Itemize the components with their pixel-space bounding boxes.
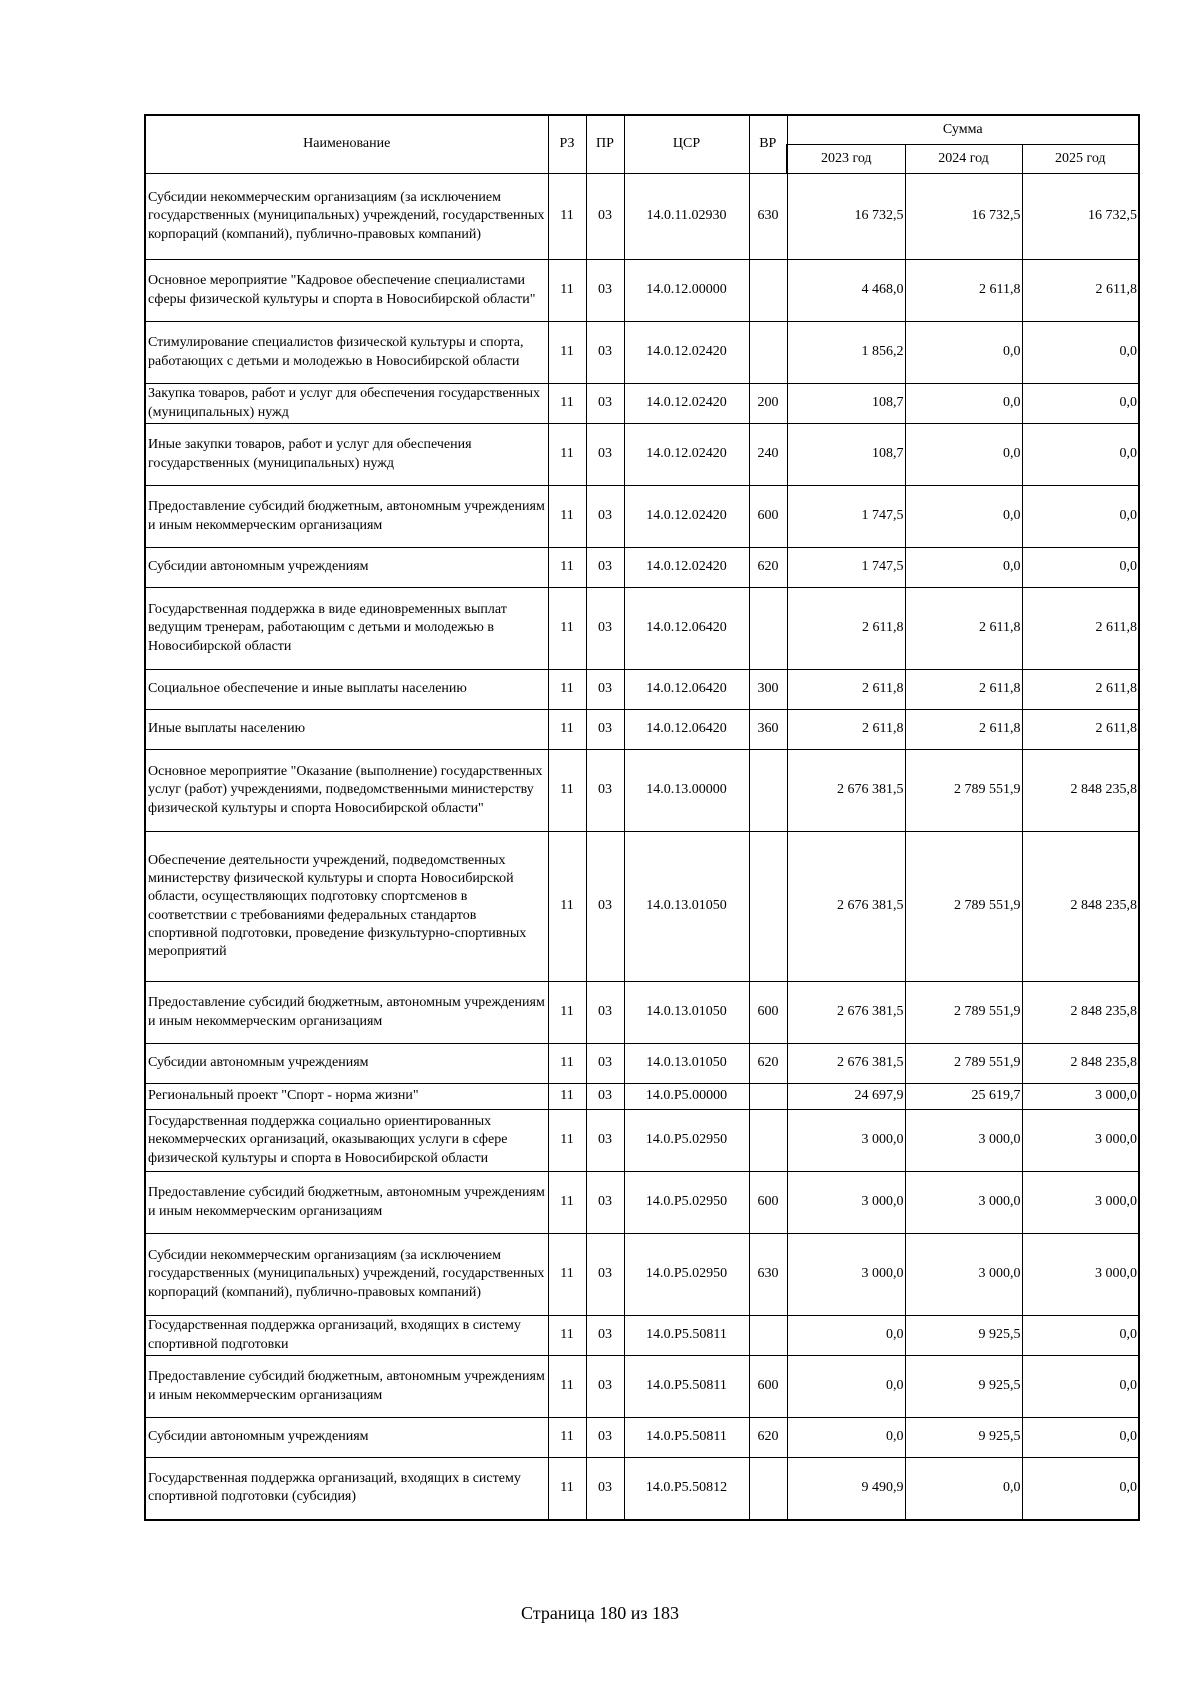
row-vr: 630 <box>749 174 787 260</box>
row-vr <box>749 588 787 670</box>
table-row <box>145 670 1139 710</box>
table-row <box>145 1172 1139 1234</box>
row-sum-2023: 108,7 <box>787 424 905 486</box>
row-vr: 630 <box>749 1234 787 1316</box>
table-row <box>145 384 1139 424</box>
row-rz: 11 <box>548 1172 586 1234</box>
row-vr: 600 <box>749 486 787 548</box>
row-name: Предоставление субсидий бюджетным, автономным учреждениям и иным некоммерческим организациям <box>145 1172 548 1234</box>
row-pr: 03 <box>586 710 624 750</box>
row-name: Основное мероприятие "Кадровое обеспечение специалистами сферы физической культуры и спорта в Новосибирской области" <box>145 260 548 322</box>
row-sum-2025: 2 611,8 <box>1022 670 1139 710</box>
row-sum-2024: 9 925,5 <box>905 1418 1022 1458</box>
row-sum-2023: 2 611,8 <box>787 670 905 710</box>
row-sum-2024: 0,0 <box>905 548 1022 588</box>
row-csr: 14.0.12.00000 <box>624 260 749 322</box>
row-sum-2025: 0,0 <box>1022 1316 1139 1356</box>
row-name: Предоставление субсидий бюджетным, автономным учреждениям и иным некоммерческим организациям <box>145 982 548 1044</box>
row-sum-2023: 2 676 381,5 <box>787 750 905 832</box>
table-row <box>145 588 1139 670</box>
row-csr: 14.0.13.00000 <box>624 750 749 832</box>
row-sum-2025: 3 000,0 <box>1022 1084 1139 1110</box>
table-row <box>145 1234 1139 1316</box>
table-row <box>145 1084 1139 1110</box>
row-pr: 03 <box>586 1084 624 1110</box>
row-sum-2023: 9 490,9 <box>787 1458 905 1520</box>
row-pr: 03 <box>586 1458 624 1520</box>
header-csr: ЦСР <box>624 115 749 174</box>
row-sum-2025: 16 732,5 <box>1022 174 1139 260</box>
row-csr: 14.0.13.01050 <box>624 1044 749 1084</box>
row-sum-2024: 0,0 <box>905 1458 1022 1520</box>
row-pr: 03 <box>586 1110 624 1172</box>
row-sum-2025: 3 000,0 <box>1022 1172 1139 1234</box>
header-year-2025: 2025 год <box>1022 145 1139 174</box>
row-pr: 03 <box>586 832 624 982</box>
row-csr: 14.0.12.02420 <box>624 322 749 384</box>
row-rz: 11 <box>548 670 586 710</box>
row-sum-2023: 2 611,8 <box>787 588 905 670</box>
row-vr <box>749 750 787 832</box>
row-name: Государственная поддержка социально ориентированных некоммерческих организаций, оказывающих услуги в сфере физической культуры и спорта в Новосибирской области <box>145 1110 548 1172</box>
row-sum-2023: 1 747,5 <box>787 486 905 548</box>
row-vr <box>749 1110 787 1172</box>
row-sum-2024: 2 789 551,9 <box>905 1044 1022 1084</box>
row-vr <box>749 1316 787 1356</box>
row-sum-2025: 2 611,8 <box>1022 710 1139 750</box>
row-sum-2025: 2 848 235,8 <box>1022 1044 1139 1084</box>
table-row <box>145 832 1139 982</box>
row-sum-2025: 2 848 235,8 <box>1022 750 1139 832</box>
row-pr: 03 <box>586 322 624 384</box>
row-sum-2023: 2 676 381,5 <box>787 982 905 1044</box>
row-rz: 11 <box>548 174 586 260</box>
row-pr: 03 <box>586 1172 624 1234</box>
row-sum-2024: 2 611,8 <box>905 710 1022 750</box>
row-csr: 14.0.P5.02950 <box>624 1110 749 1172</box>
row-rz: 11 <box>548 710 586 750</box>
table-row <box>145 750 1139 832</box>
row-csr: 14.0.12.02420 <box>624 486 749 548</box>
row-csr: 14.0.12.06420 <box>624 710 749 750</box>
row-csr: 14.0.12.06420 <box>624 670 749 710</box>
row-vr: 360 <box>749 710 787 750</box>
row-name: Субсидии автономным учреждениям <box>145 548 548 588</box>
row-name: Государственная поддержка организаций, входящих в систему спортивной подготовки (субсидия) <box>145 1458 548 1520</box>
row-csr: 14.0.12.02420 <box>624 548 749 588</box>
header-name: Наименование <box>145 115 548 174</box>
row-pr: 03 <box>586 260 624 322</box>
row-sum-2025: 2 611,8 <box>1022 260 1139 322</box>
header-pr: ПР <box>586 115 624 174</box>
row-sum-2024: 2 611,8 <box>905 588 1022 670</box>
row-pr: 03 <box>586 384 624 424</box>
row-sum-2024: 2 789 551,9 <box>905 832 1022 982</box>
row-sum-2023: 108,7 <box>787 384 905 424</box>
table-row <box>145 260 1139 322</box>
table-row <box>145 424 1139 486</box>
row-rz: 11 <box>548 588 586 670</box>
table-row <box>145 1110 1139 1172</box>
row-csr: 14.0.11.02930 <box>624 174 749 260</box>
row-vr <box>749 260 787 322</box>
row-sum-2024: 2 789 551,9 <box>905 982 1022 1044</box>
table-row <box>145 1458 1139 1520</box>
row-rz: 11 <box>548 1234 586 1316</box>
row-sum-2023: 3 000,0 <box>787 1110 905 1172</box>
row-vr: 620 <box>749 1044 787 1084</box>
table-row <box>145 1418 1139 1458</box>
row-vr: 200 <box>749 384 787 424</box>
table-body <box>145 174 1139 1520</box>
row-sum-2024: 2 611,8 <box>905 260 1022 322</box>
row-sum-2024: 3 000,0 <box>905 1234 1022 1316</box>
header-year-2023: 2023 год <box>787 145 905 174</box>
row-vr: 600 <box>749 982 787 1044</box>
row-pr: 03 <box>586 1356 624 1418</box>
header-year-2024: 2024 год <box>905 145 1022 174</box>
row-sum-2023: 2 676 381,5 <box>787 832 905 982</box>
row-csr: 14.0.P5.00000 <box>624 1084 749 1110</box>
table-row <box>145 1316 1139 1356</box>
row-pr: 03 <box>586 1044 624 1084</box>
row-sum-2024: 9 925,5 <box>905 1356 1022 1418</box>
header-vr: ВР <box>749 115 787 174</box>
row-sum-2023: 0,0 <box>787 1316 905 1356</box>
row-vr: 600 <box>749 1172 787 1234</box>
row-pr: 03 <box>586 982 624 1044</box>
row-vr <box>749 1458 787 1520</box>
row-sum-2024: 0,0 <box>905 486 1022 548</box>
row-rz: 11 <box>548 1044 586 1084</box>
row-csr: 14.0.P5.02950 <box>624 1172 749 1234</box>
row-vr: 620 <box>749 548 787 588</box>
row-sum-2025: 3 000,0 <box>1022 1110 1139 1172</box>
row-sum-2025: 2 848 235,8 <box>1022 832 1139 982</box>
row-sum-2024: 2 611,8 <box>905 670 1022 710</box>
row-name: Социальное обеспечение и иные выплаты населению <box>145 670 548 710</box>
row-rz: 11 <box>548 548 586 588</box>
row-name: Государственная поддержка организаций, входящих в систему спортивной подготовки <box>145 1316 548 1356</box>
row-rz: 11 <box>548 1084 586 1110</box>
row-vr: 620 <box>749 1418 787 1458</box>
row-name: Субсидии автономным учреждениям <box>145 1044 548 1084</box>
row-pr: 03 <box>586 486 624 548</box>
row-sum-2024: 0,0 <box>905 424 1022 486</box>
table-row <box>145 174 1139 260</box>
row-sum-2025: 2 848 235,8 <box>1022 982 1139 1044</box>
row-sum-2025: 0,0 <box>1022 486 1139 548</box>
row-vr: 300 <box>749 670 787 710</box>
row-vr: 600 <box>749 1356 787 1418</box>
row-name: Обеспечение деятельности учреждений, подведомственных министерству физической культуры и спорта Новосибирской области, осуществляющих подготовку спортсменов в соответствии с требованиями федеральных стандартов спортивной подготовки, проведение физкультурно-спортивных мероприятий <box>145 832 548 982</box>
row-rz: 11 <box>548 750 586 832</box>
row-rz: 11 <box>548 384 586 424</box>
table-row <box>145 982 1139 1044</box>
row-pr: 03 <box>586 670 624 710</box>
row-sum-2024: 3 000,0 <box>905 1172 1022 1234</box>
row-sum-2024: 0,0 <box>905 322 1022 384</box>
header-rz: РЗ <box>548 115 586 174</box>
row-sum-2024: 2 789 551,9 <box>905 750 1022 832</box>
row-sum-2023: 2 611,8 <box>787 710 905 750</box>
row-name: Иные выплаты населению <box>145 710 548 750</box>
row-pr: 03 <box>586 1234 624 1316</box>
row-csr: 14.0.12.06420 <box>624 588 749 670</box>
row-name: Стимулирование специалистов физической культуры и спорта, работающих с детьми и молодежью в Новосибирской области <box>145 322 548 384</box>
row-pr: 03 <box>586 750 624 832</box>
row-sum-2023: 3 000,0 <box>787 1234 905 1316</box>
row-pr: 03 <box>586 1418 624 1458</box>
row-rz: 11 <box>548 1418 586 1458</box>
row-pr: 03 <box>586 548 624 588</box>
row-csr: 14.0.13.01050 <box>624 832 749 982</box>
row-csr: 14.0.12.02420 <box>624 384 749 424</box>
row-rz: 11 <box>548 1110 586 1172</box>
row-csr: 14.0.P5.50811 <box>624 1316 749 1356</box>
row-sum-2024: 9 925,5 <box>905 1316 1022 1356</box>
row-csr: 14.0.P5.50811 <box>624 1356 749 1418</box>
table-row <box>145 486 1139 548</box>
row-sum-2024: 3 000,0 <box>905 1110 1022 1172</box>
row-sum-2025: 0,0 <box>1022 1458 1139 1520</box>
row-rz: 11 <box>548 322 586 384</box>
row-rz: 11 <box>548 260 586 322</box>
row-csr: 14.0.13.01050 <box>624 982 749 1044</box>
row-rz: 11 <box>548 424 586 486</box>
row-sum-2025: 0,0 <box>1022 424 1139 486</box>
table-header <box>145 115 1139 174</box>
row-sum-2023: 0,0 <box>787 1356 905 1418</box>
row-vr <box>749 1084 787 1110</box>
row-sum-2025: 2 611,8 <box>1022 588 1139 670</box>
row-rz: 11 <box>548 832 586 982</box>
row-rz: 11 <box>548 486 586 548</box>
row-name: Предоставление субсидий бюджетным, автономным учреждениям и иным некоммерческим организациям <box>145 486 548 548</box>
row-name: Региональный проект "Спорт - норма жизни" <box>145 1084 548 1110</box>
row-sum-2023: 24 697,9 <box>787 1084 905 1110</box>
row-vr: 240 <box>749 424 787 486</box>
row-name: Закупка товаров, работ и услуг для обеспечения государственных (муниципальных) нужд <box>145 384 548 424</box>
row-rz: 11 <box>548 1316 586 1356</box>
row-sum-2024: 16 732,5 <box>905 174 1022 260</box>
row-csr: 14.0.P5.50811 <box>624 1418 749 1458</box>
table-row <box>145 1356 1139 1418</box>
row-rz: 11 <box>548 982 586 1044</box>
row-name: Иные закупки товаров, работ и услуг для обеспечения государственных (муниципальных) нужд <box>145 424 548 486</box>
row-csr: 14.0.P5.02950 <box>624 1234 749 1316</box>
row-sum-2025: 0,0 <box>1022 1356 1139 1418</box>
row-vr <box>749 322 787 384</box>
row-pr: 03 <box>586 174 624 260</box>
row-name: Государственная поддержка в виде единовременных выплат ведущим тренерам, работающим с детьми и молодежью в Новосибирской области <box>145 588 548 670</box>
row-sum-2024: 0,0 <box>905 384 1022 424</box>
row-pr: 03 <box>586 588 624 670</box>
table-row <box>145 322 1139 384</box>
row-rz: 11 <box>548 1356 586 1418</box>
row-csr: 14.0.12.02420 <box>624 424 749 486</box>
row-pr: 03 <box>586 1316 624 1356</box>
budget-table <box>144 114 1140 1521</box>
row-vr <box>749 832 787 982</box>
row-sum-2025: 0,0 <box>1022 322 1139 384</box>
page-number: Страница 180 из 183 <box>521 1603 679 1623</box>
row-sum-2025: 3 000,0 <box>1022 1234 1139 1316</box>
row-name: Субсидии некоммерческим организациям (за исключением государственных (муниципальных) учреждений, государственных корпораций (компаний), публично-правовых компаний) <box>145 1234 548 1316</box>
header-sum: Сумма <box>787 115 1139 145</box>
row-sum-2025: 0,0 <box>1022 1418 1139 1458</box>
row-name: Субсидии автономным учреждениям <box>145 1418 548 1458</box>
row-sum-2023: 0,0 <box>787 1418 905 1458</box>
table-row <box>145 1044 1139 1084</box>
row-name: Предоставление субсидий бюджетным, автономным учреждениям и иным некоммерческим организациям <box>145 1356 548 1418</box>
row-sum-2024: 25 619,7 <box>905 1084 1022 1110</box>
row-sum-2025: 0,0 <box>1022 384 1139 424</box>
row-name: Основное мероприятие "Оказание (выполнение) государственных услуг (работ) учреждениями, подведомственными министерству физической культуры и спорта Новосибирской области" <box>145 750 548 832</box>
row-sum-2023: 3 000,0 <box>787 1172 905 1234</box>
row-pr: 03 <box>586 424 624 486</box>
row-sum-2023: 4 468,0 <box>787 260 905 322</box>
row-name: Субсидии некоммерческим организациям (за исключением государственных (муниципальных) учреждений, государственных корпораций (компаний), публично-правовых компаний) <box>145 174 548 260</box>
row-sum-2023: 1 856,2 <box>787 322 905 384</box>
row-rz: 11 <box>548 1458 586 1520</box>
row-sum-2025: 0,0 <box>1022 548 1139 588</box>
row-csr: 14.0.P5.50812 <box>624 1458 749 1520</box>
row-sum-2023: 16 732,5 <box>787 174 905 260</box>
row-sum-2023: 1 747,5 <box>787 548 905 588</box>
row-sum-2023: 2 676 381,5 <box>787 1044 905 1084</box>
table-row <box>145 710 1139 750</box>
table-row <box>145 548 1139 588</box>
